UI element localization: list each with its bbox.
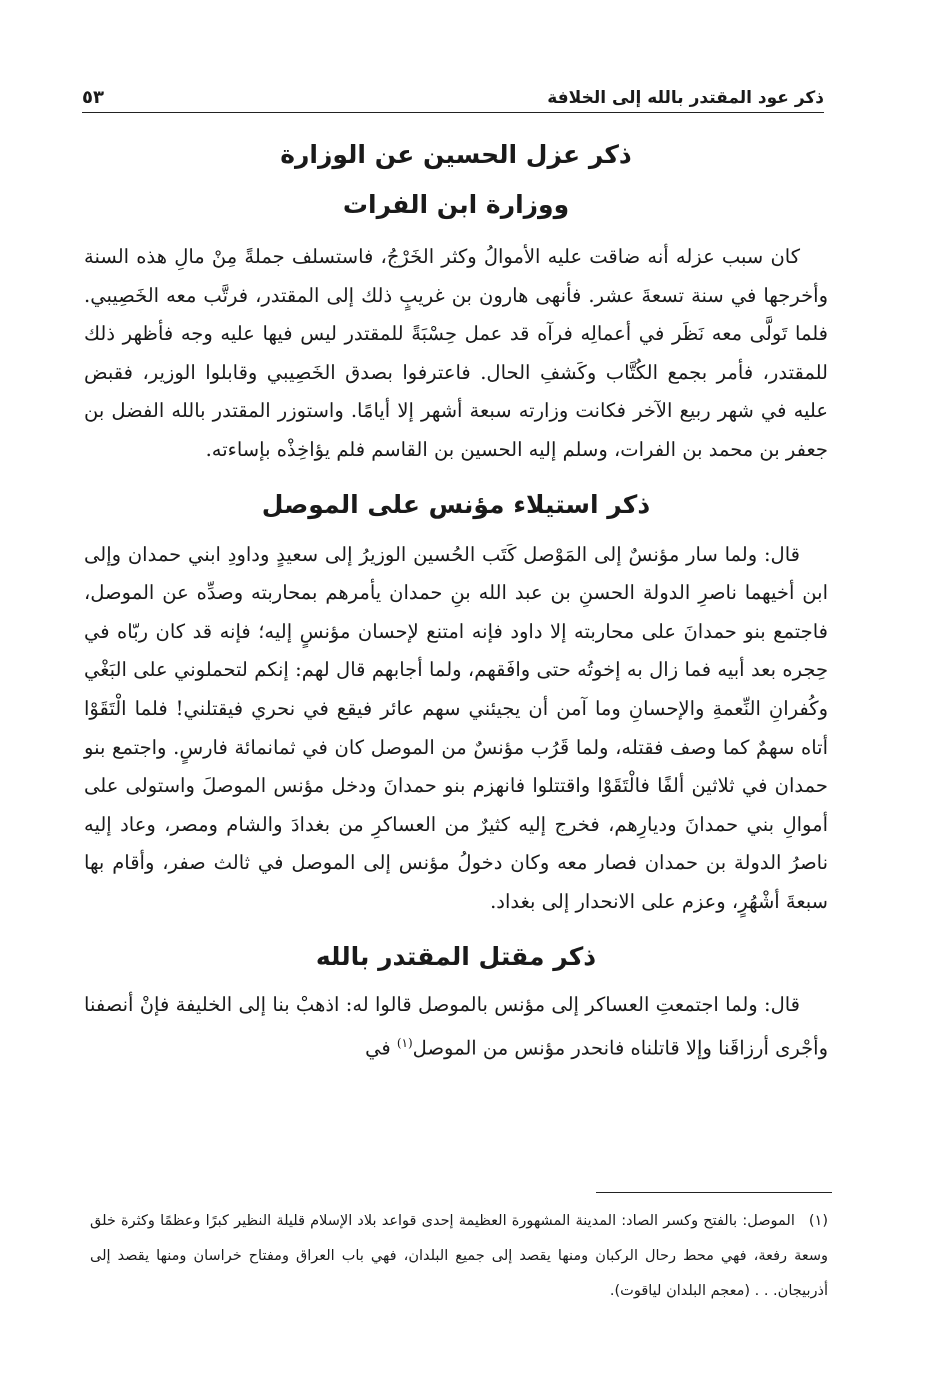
- section-title-line: ووزارة ابن الفرات: [342, 190, 570, 219]
- page-number: ٥٣: [82, 87, 104, 108]
- section-title-line: ذكر استيلاء مؤنس على الموصل: [261, 489, 651, 519]
- section-title-line: ذكر مقتل المقتدر بالله: [315, 941, 597, 971]
- paragraph: [84, 986, 828, 1069]
- running-title: ذكر عود المقتدر بالله إلى الخلافة: [547, 88, 824, 108]
- footnote-reference[interactable]: (١): [396, 1036, 413, 1051]
- section-title-line: ذكر عزل الحسين عن الوزارة: [280, 140, 632, 169]
- main-text: [84, 130, 828, 1068]
- paragraph: كان سبب عزله أنه ضاقت عليه الأموالُ وكثر الخَرْجُ، فاستسلف جملةً مِنْ مالِ هذه السنة وأخرجها في سنة تسعةَ عشر. فأنهى هارون بن غريبٍ ذلك إلى المقتدر، فرتَّب معه الخَصِيبي. فلما تَولَّى معه نَظَر في أعمالِه فرآه قد عمل حِسْبَةً للمقتدر ليس فيها عليه وجه فأظهر ذلك للمقتدر، فأمر بجمع الكُتَّاب وكَشفِ الحال. فاعترفوا بصدق الخَصِيبي وقابلوا الوزير، فقبض عليه في شهر ربيع الآخر فكانت وزارته سبعة أشهر إلا أيامًا. واستوزر المقتدر بالله الفضل بن جعفر بن محمد بن الفرات، وسلم إليه الحسين بن القاسم فلم يؤاخِذْه بإساءته.: [84, 245, 828, 461]
- footnote-number: (١): [808, 1213, 828, 1229]
- section-title: [84, 480, 828, 530]
- section-title: [84, 130, 828, 230]
- section-title: [84, 932, 828, 982]
- paragraph-continuation: في: [365, 1036, 391, 1060]
- section-dismissal-of-husayn: [84, 130, 828, 470]
- running-header: [82, 74, 824, 113]
- footnote: [90, 1204, 828, 1309]
- footnote-divider: [596, 1192, 832, 1193]
- section-killing-of-muqtadir: [84, 932, 828, 1069]
- paragraph: قال: ولما سار مؤنسٌ إلى المَوْصل كَتَب الحُسين الوزيرُ إلى سعيدٍ وداودِ ابني حمدان وإلى ابن أخيهما ناصرِ الدولة الحسنِ بن عبد الله بنِ حمدان يأمرهم بمحاربته وصدِّه عن الموصل، فاجتمع بنو حمدانَ على محاربته إلا داود فإنه امتنع لإحسان مؤنسٍ إليه؛ فإنه قد كان ربّاه في حِجره بعد أبيه فما زال به إخوتُه حتى وافَقهم، ولما أجابهم قال لهم: إنكم لتحملوني على البَغْي وكُفرانِ النِّعمةِ والإحسانِ وما آمن أن يجيئني سهم عائر فيقع في نحري فيقتلني! فلما الْتَقَوْا أتاه سهمٌ كما وصف فقتله، ولما قَرُب مؤنسٌ من الموصل كان في ثمانمائة فارسٍ. واجتمع بنو حمدان في ثلاثين ألفًا فالْتَقَوْا واقتتلوا فانهزم بنو حمدانَ ودخل مؤنس الموصلَ واستولى على أموالِ بني حمدانَ وديارِهم، فخرج إليه كثيرٌ من العساكرِ من بغدادَ والشام ومصر، وعاد إليه ناصرُ الدولة بن حمدان فصار معه وكان دخولُ مؤنس إلى الموصل في ثالث صفر، وأقام بها سبعةَ أشْهُرٍ، وعزم على الانحدار إلى بغداد.: [84, 542, 828, 913]
- section-munis-takes-mosul: [84, 480, 828, 922]
- footnote-text: الموصل: بالفتح وكسر الصاد: المدينة المشهورة العظيمة إحدى قواعد بلاد الإسلام قليلة النظير كبرًا وعظمًا وكثرة خلق وسعة رفعة، فهي محط رحال الركبان ومنها يقصد إلى جميع البلدان، فهي باب العراق ومفتاح خراسان ومنها يقصد إلى أذربيجان. . . (معجم البلدان لياقوت).: [90, 1213, 828, 1299]
- paragraph-text: قال: ولما اجتمعتِ العساكر إلى مؤنس بالموصل قالوا له: اذهبْ بنا إلى الخليفة فإنْ أنصفنا وأجْرى أرزاقَنا وإلا قاتلناه فانحدر مؤنس من الموصل: [84, 992, 828, 1060]
